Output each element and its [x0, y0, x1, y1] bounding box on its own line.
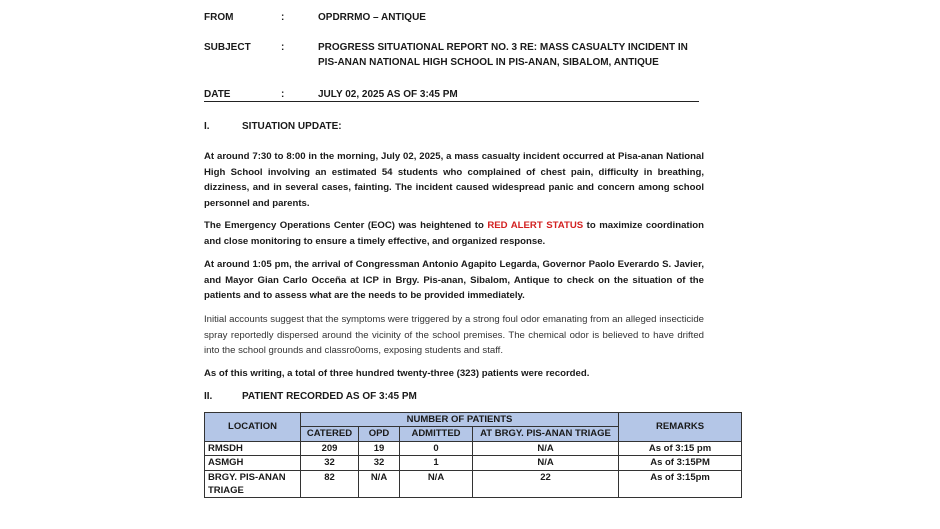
cell-catered: 82: [301, 470, 359, 498]
cell-triage: N/A: [473, 456, 619, 470]
cell-opd: N/A: [359, 470, 400, 498]
from-label: FROM: [204, 12, 234, 23]
patients-table: [204, 412, 742, 498]
cell-opd: 32: [359, 456, 400, 470]
cell-opd: 19: [359, 441, 400, 455]
cell-triage: N/A: [473, 441, 619, 455]
column-header-admitted: ADMITTED: [400, 427, 473, 441]
from-colon: :: [281, 12, 285, 23]
column-header-location: LOCATION: [205, 413, 301, 442]
paragraph-total-patients: As of this writing, a total of three hundred twenty-three (323) patients were recorded.: [204, 368, 590, 379]
column-header-triage: AT BRGY. PIS-ANAN TRIAGE: [473, 427, 619, 441]
date-label: DATE: [204, 89, 231, 100]
cell-remarks: As of 3:15pm: [619, 470, 742, 498]
paragraph-incident: At around 7:30 to 8:00 in the morning, July 02, 2025, a mass casualty incident occurred at Pisa-anan National High School involving an estimated 54 students who complained of chest pain, difficulty in breathing, dizziness, and in several cases, fainting. The incident caused widespread panic and concern among school personnel and parents.: [204, 151, 704, 209]
subject-value: PROGRESS SITUATIONAL REPORT NO. 3 RE: MASS CASUALTY INCIDENT IN PIS-ANAN NATIONAL HIGH SCHOOL IN PIS-ANAN, SIBALOM, ANTIQUE: [318, 42, 688, 68]
cell-location: ASMGH: [205, 456, 301, 470]
section-1-number: I.: [204, 121, 210, 132]
red-alert-status: RED ALERT STATUS: [487, 220, 584, 231]
section-2-number: II.: [204, 391, 213, 402]
paragraph-officials-arrival: At around 1:05 pm, the arrival of Congressman Antonio Agapito Legarda, Governor Paolo Everardo S. Javier, and Mayor Gian Carlo Occeña at ICP in Brgy. Pis-anan, Sibalom, Antique to check on the situation of the patients and to assess what are the needs to be provided immediately.: [204, 259, 704, 302]
table-row: [205, 456, 742, 470]
cell-location: RMSDH: [205, 441, 301, 455]
cell-admitted: 1: [400, 456, 473, 470]
date-colon: :: [281, 89, 285, 100]
from-value: OPDRRMO – ANTIQUE: [318, 12, 426, 23]
table-row: [205, 441, 742, 455]
subject-colon: :: [281, 42, 285, 53]
header-divider: [204, 101, 699, 102]
cell-remarks: As of 3:15 pm: [619, 441, 742, 455]
cell-location: BRGY. PIS-ANAN TRIAGE: [205, 470, 301, 498]
column-header-number-of-patients: NUMBER OF PATIENTS: [301, 413, 619, 427]
date-value: JULY 02, 2025 AS OF 3:45 PM: [318, 89, 458, 100]
cell-triage: 22: [473, 470, 619, 498]
table-header-row: [205, 413, 742, 427]
paragraph-eoc: [204, 218, 704, 249]
column-header-opd: OPD: [359, 427, 400, 441]
column-header-catered: CATERED: [301, 427, 359, 441]
cell-catered: 32: [301, 456, 359, 470]
eoc-text-after: to maximize coordination and close monitoring to ensure a timely effective, and organized response.: [204, 220, 704, 247]
column-header-remarks: REMARKS: [619, 413, 742, 442]
section-1-title: SITUATION UPDATE:: [242, 121, 342, 132]
subject-label: SUBJECT: [204, 42, 251, 53]
cell-catered: 209: [301, 441, 359, 455]
cell-remarks: As of 3:15PM: [619, 456, 742, 470]
paragraph-initial-accounts: Initial accounts suggest that the symptoms were triggered by a strong foul odor emanating from an alleged insecticide spray reportedly dispersed around the vicinity of the school premises. The chemical odor is believed to have drifted into the school grounds and classro0oms, exposing students and staff.: [204, 314, 704, 357]
eoc-text-before: The Emergency Operations Center (EOC) was heightened to: [204, 220, 488, 231]
section-2-title: PATIENT RECORDED AS OF 3:45 PM: [242, 391, 417, 402]
cell-admitted: N/A: [400, 470, 473, 498]
table-row: [205, 470, 742, 498]
cell-admitted: 0: [400, 441, 473, 455]
